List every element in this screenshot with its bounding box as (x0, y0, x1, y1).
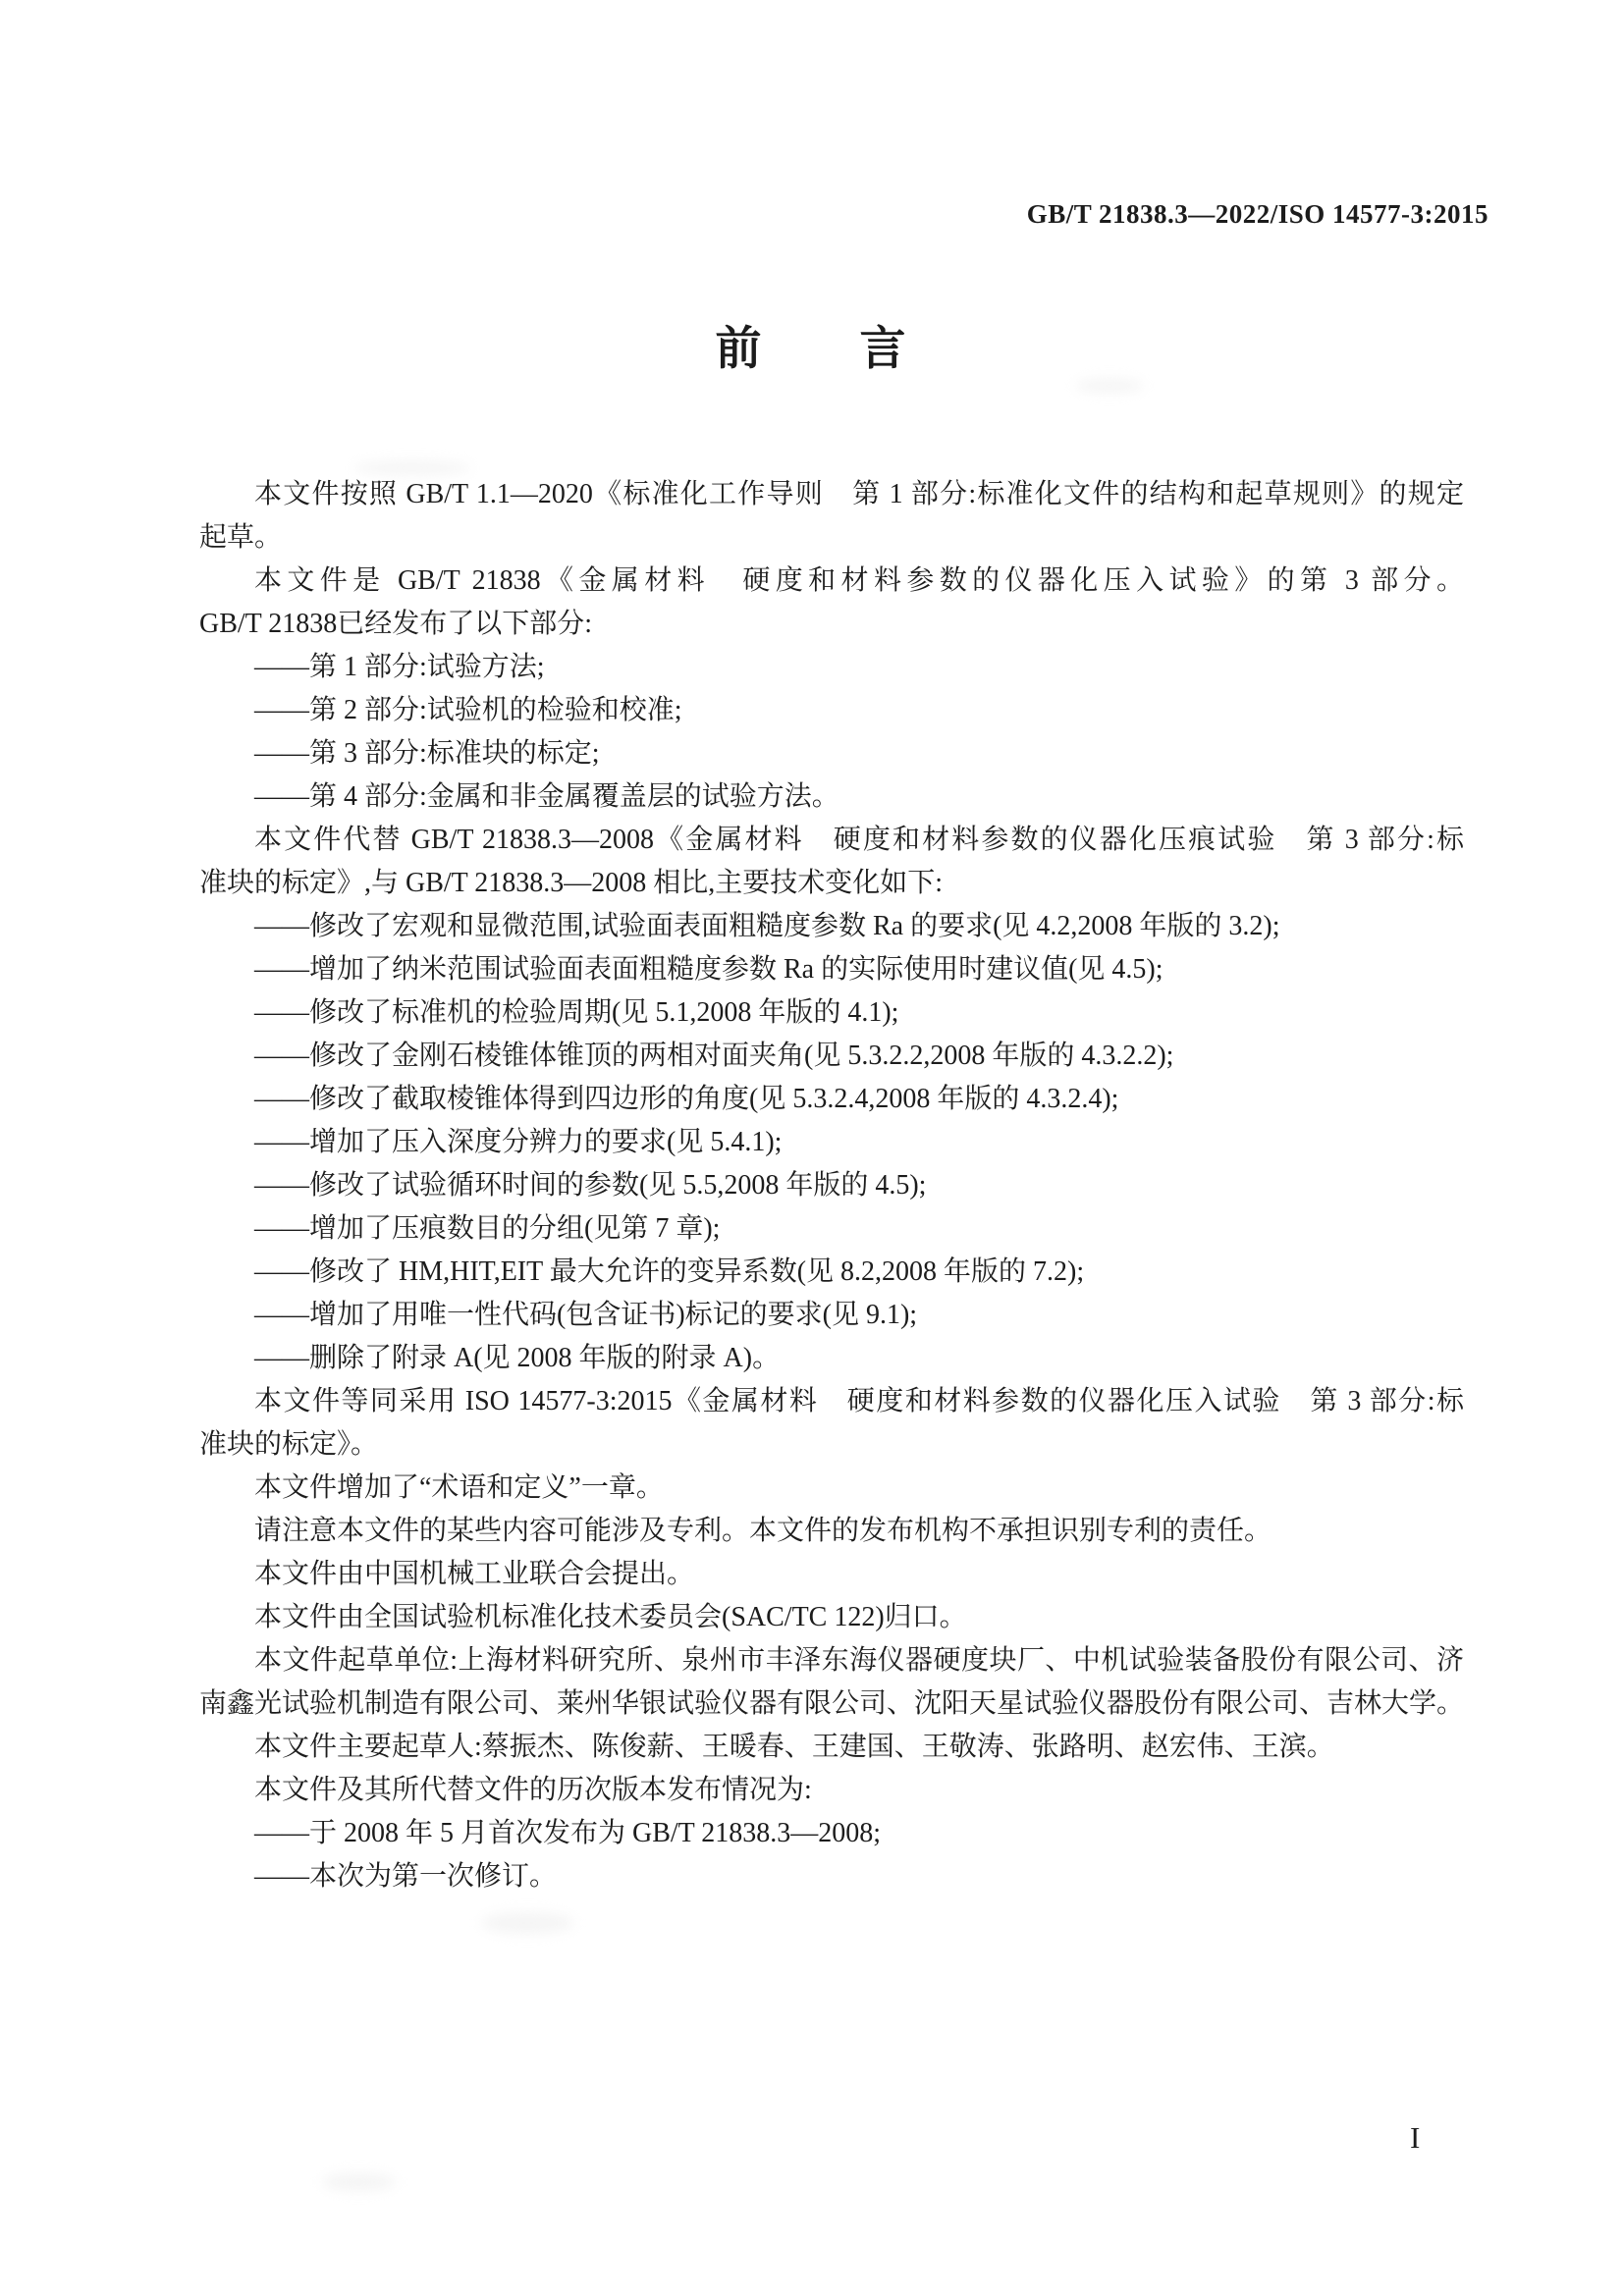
page-title: 前 言 (715, 324, 908, 375)
text-line: 本文件由中国机械工业联合会提出。 (254, 1559, 695, 1589)
text-line: 本文件按照 GB/T 1.1—2020《标准化工作导则 第 1 部分:标准化文件的结构和起草规则》的规定 (254, 479, 1464, 509)
text-line: 起草。 (199, 522, 283, 553)
list-item: ——本次为第一次修订。 (254, 1861, 558, 1892)
text-line: 本文件是 GB/T 21838《金属材料 硬度和材料参数的仪器化压入试验》的第 3 部分。 (254, 565, 1464, 596)
text-line: 本文件主要起草人:蔡振杰、陈俊薪、王暖春、王建国、王敬涛、张路明、赵宏伟、王滨。 (254, 1732, 1334, 1762)
list-item: ——修改了金刚石棱锥体锥顶的两相对面夹角(见 5.3.2.2,2008 年版的 4.3.2.2); (254, 1041, 1174, 1071)
scan-artifact (481, 1912, 574, 1934)
text-line: 本文件由全国试验机标准化技术委员会(SAC/TC 122)归口。 (254, 1602, 967, 1632)
list-item: ——修改了 HM,HIT,EIT 最大允许的变异系数(见 8.2,2008 年版的 7.2); (254, 1256, 1085, 1287)
list-item: ——增加了用唯一性代码(包含证书)标记的要求(见 9.1); (254, 1300, 918, 1330)
text-line: 准块的标定》,与 GB/T 21838.3—2008 相比,主要技术变化如下: (199, 868, 944, 898)
standard-number: GB/T 21838.3—2022/ISO 14577-3:2015 (1026, 199, 1488, 229)
list-item: ——修改了试验循环时间的参数(见 5.5,2008 年版的 4.5); (254, 1170, 927, 1201)
list-item: ——于 2008 年 5 月首次发布为 GB/T 21838.3—2008; (254, 1818, 882, 1848)
list-item: ——第 1 部分:试验方法; (254, 652, 545, 682)
text-line: 本文件增加了“术语和定义”一章。 (254, 1472, 664, 1503)
list-item: ——增加了压入深度分辨力的要求(见 5.4.1); (254, 1127, 783, 1157)
text-line: 南鑫光试验机制造有限公司、莱州华银试验仪器有限公司、沈阳天星试验仪器股份有限公司、吉林大学。 (199, 1688, 1465, 1719)
list-item: ——增加了压痕数目的分组(见第 7 章); (254, 1213, 721, 1244)
list-item: ——第 4 部分:金属和非金属覆盖层的试验方法。 (254, 781, 839, 812)
foreword-body (199, 473, 1464, 1898)
text-line: 本文件代替 GB/T 21838.3—2008《金属材料 硬度和材料参数的仪器化压痕试验 第 3 部分:标 (254, 825, 1464, 855)
page-number: I (1410, 2120, 1421, 2155)
text-line: 本文件等同采用 ISO 14577-3:2015《金属材料 硬度和材料参数的仪器化压入试验 第 3 部分:标 (254, 1386, 1464, 1416)
text-line: 本文件起草单位:上海材料研究所、泉州市丰泽东海仪器硬度块厂、中机试验装备股份有限公司、济 (254, 1645, 1464, 1676)
text-line: GB/T 21838已经发布了以下部分: (199, 609, 593, 639)
text-line: 准块的标定》。 (199, 1429, 379, 1460)
list-item: ——修改了标准机的检验周期(见 5.1,2008 年版的 4.1); (254, 997, 899, 1028)
list-item: ——修改了宏观和显微范围,试验面表面粗糙度参数 Ra 的要求(见 4.2,2008 年版的 3.2); (254, 911, 1280, 941)
list-item: ——增加了纳米范围试验面表面粗糙度参数 Ra 的实际使用时建议值(见 4.5); (254, 954, 1163, 985)
scan-artifact (322, 2173, 396, 2191)
list-item: ——第 2 部分:试验机的检验和校准; (254, 695, 682, 725)
list-item: ——修改了截取棱锥体得到四边形的角度(见 5.3.2.4,2008 年版的 4.3.2.4); (254, 1084, 1119, 1114)
text-line: 本文件及其所代替文件的历次版本发布情况为: (254, 1775, 812, 1805)
text-line: 请注意本文件的某些内容可能涉及专利。本文件的发布机构不承担识别专利的责任。 (254, 1516, 1272, 1546)
list-item: ——第 3 部分:标准块的标定; (254, 738, 600, 769)
scan-artifact (1075, 379, 1144, 393)
list-item: ——删除了附录 A(见 2008 年版的附录 A)。 (254, 1343, 781, 1373)
